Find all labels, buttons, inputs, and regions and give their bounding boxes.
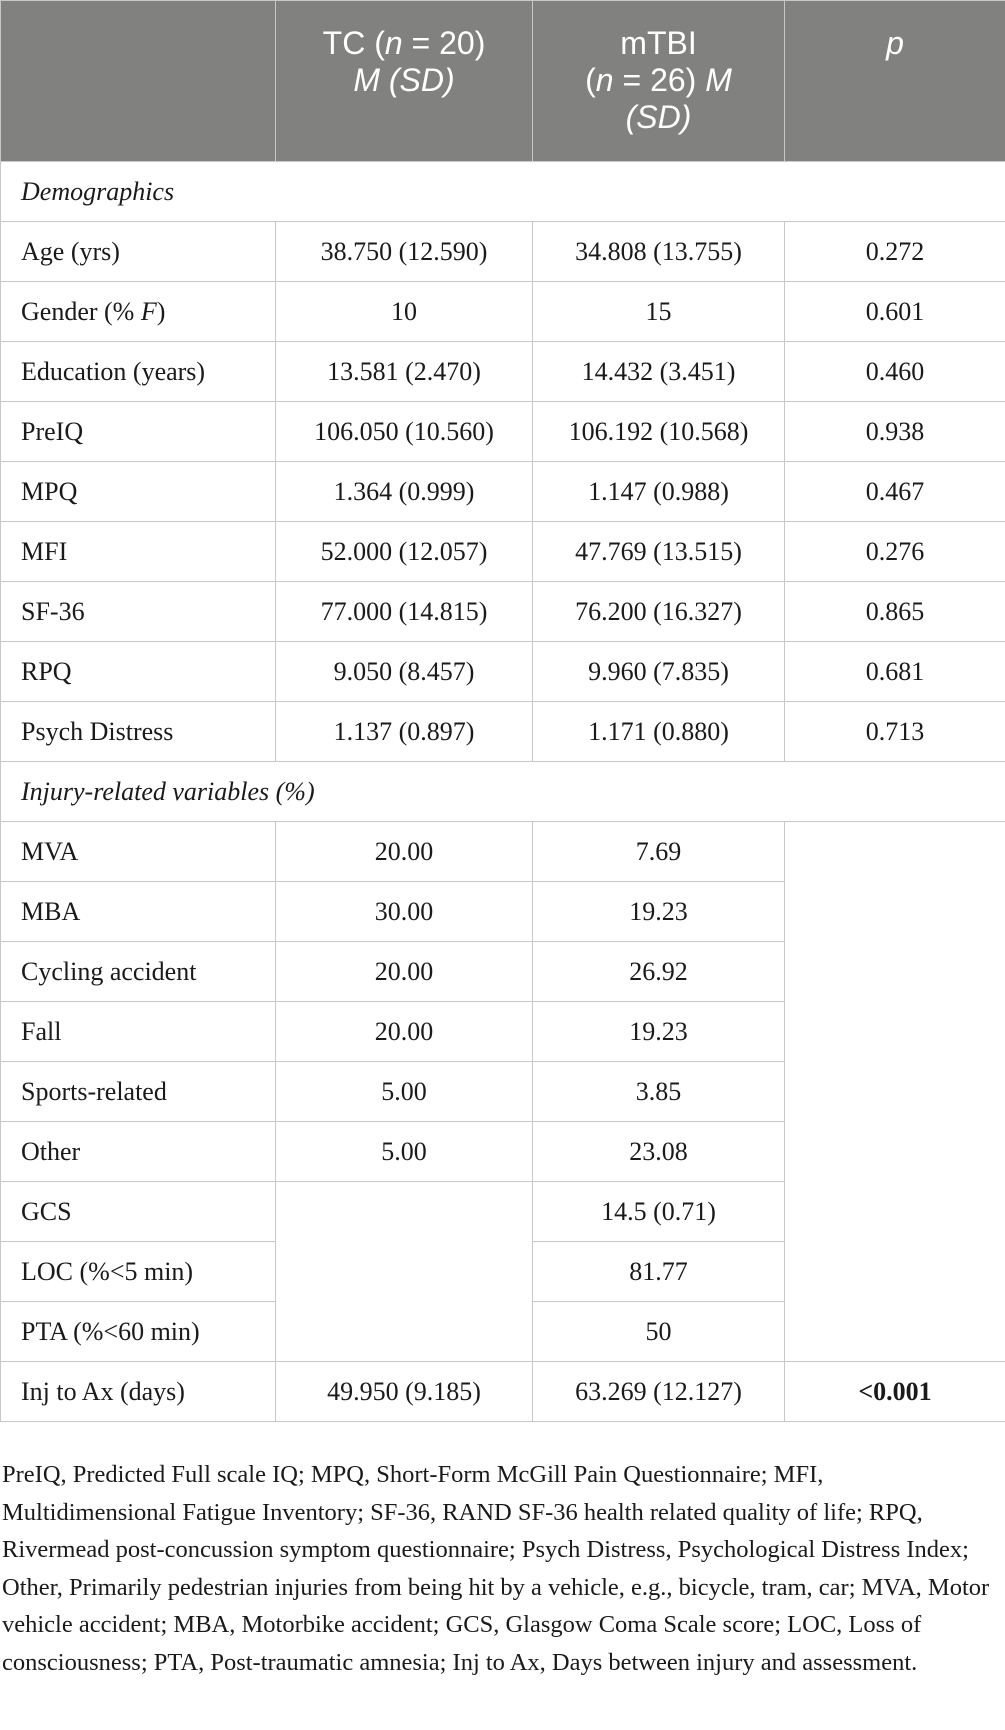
cell-tc: 10 [276, 282, 533, 342]
header-p: p [785, 1, 1005, 162]
row-label: Gender (% F) [1, 282, 276, 342]
cell-tc: 38.750 (12.590) [276, 222, 533, 282]
row-label: Sports-related [1, 1062, 276, 1122]
cell-p-empty [785, 822, 1005, 1362]
row-label: MVA [1, 822, 276, 882]
cell-mtbi: 15 [533, 282, 785, 342]
row-label: MBA [1, 882, 276, 942]
table-row [1, 522, 1005, 582]
cell-mtbi: 63.269 (12.127) [533, 1362, 785, 1422]
cell-mtbi: 50 [533, 1302, 785, 1362]
header-tc: TC (n = 20) M (SD) [276, 1, 533, 162]
cell-tc: 49.950 (9.185) [276, 1362, 533, 1422]
row-label: Education (years) [1, 342, 276, 402]
cell-mtbi: 1.171 (0.880) [533, 702, 785, 762]
cell-p: 0.276 [785, 522, 1005, 582]
table-row [1, 642, 1005, 702]
row-label: Inj to Ax (days) [1, 1362, 276, 1422]
header-mtbi: mTBI (n = 26) M (SD) [533, 1, 785, 162]
cell-mtbi: 19.23 [533, 1002, 785, 1062]
cell-tc: 20.00 [276, 942, 533, 1002]
row-label: SF-36 [1, 582, 276, 642]
cell-p: 0.681 [785, 642, 1005, 702]
header-row [1, 1, 1005, 162]
cell-mtbi: 76.200 (16.327) [533, 582, 785, 642]
cell-mtbi: 23.08 [533, 1122, 785, 1182]
cell-p: 0.865 [785, 582, 1005, 642]
table-row-final [1, 1362, 1005, 1422]
cell-tc: 30.00 [276, 882, 533, 942]
section-row-injury [1, 762, 1005, 822]
cell-tc: 1.364 (0.999) [276, 462, 533, 522]
table-row [1, 582, 1005, 642]
row-label: MPQ [1, 462, 276, 522]
table-row [1, 702, 1005, 762]
cell-mtbi: 1.147 (0.988) [533, 462, 785, 522]
cell-tc: 20.00 [276, 822, 533, 882]
row-label: MFI [1, 522, 276, 582]
cell-tc: 13.581 (2.470) [276, 342, 533, 402]
row-label: RPQ [1, 642, 276, 702]
cell-mtbi: 14.5 (0.71) [533, 1182, 785, 1242]
cell-mtbi: 34.808 (13.755) [533, 222, 785, 282]
cell-tc: 1.137 (0.897) [276, 702, 533, 762]
cell-tc: 20.00 [276, 1002, 533, 1062]
table-row [1, 282, 1005, 342]
cell-mtbi: 47.769 (13.515) [533, 522, 785, 582]
row-label: Psych Distress [1, 702, 276, 762]
row-label: GCS [1, 1182, 276, 1242]
row-label: Cycling accident [1, 942, 276, 1002]
cell-tc: 9.050 (8.457) [276, 642, 533, 702]
cell-p: 0.938 [785, 402, 1005, 462]
row-label: Fall [1, 1002, 276, 1062]
cell-tc: 106.050 (10.560) [276, 402, 533, 462]
table-row [1, 462, 1005, 522]
row-label: Age (yrs) [1, 222, 276, 282]
cell-mtbi: 14.432 (3.451) [533, 342, 785, 402]
table-footnote: PreIQ, Predicted Full scale IQ; MPQ, Short-Form McGill Pain Questionnaire; MFI, Multidimensional Fatigue Inventory; SF-36, RAND SF-36 health related quality of life; RPQ, Rivermead post-concussion symptom questionnaire; Psych Distress, Psychological Distress Index; Other, Primarily pedestrian injuries from being hit by a vehicle, e.g., bicycle, tram, car; MVA, Motor vehicle accident; MBA, Motorbike accident; GCS, Glasgow Coma Scale score; LOC, Loss of consciousness; PTA, Post-traumatic amnesia; Inj to Ax, Days between injury and assessment. [2, 1461, 990, 1676]
table-row [1, 222, 1005, 282]
row-label: LOC (%<5 min) [1, 1242, 276, 1302]
cell-p: 0.272 [785, 222, 1005, 282]
cell-tc: 52.000 (12.057) [276, 522, 533, 582]
table-row [1, 402, 1005, 462]
table-row [1, 822, 1005, 882]
section-row-demographics [1, 162, 1005, 222]
cell-p: 0.467 [785, 462, 1005, 522]
cell-p: 0.460 [785, 342, 1005, 402]
cell-mtbi: 3.85 [533, 1062, 785, 1122]
row-label: Other [1, 1122, 276, 1182]
cell-tc: 5.00 [276, 1062, 533, 1122]
cell-p: <0.001 [785, 1362, 1005, 1422]
row-label: PTA (%<60 min) [1, 1302, 276, 1362]
header-label-col [1, 1, 276, 162]
cell-mtbi: 19.23 [533, 882, 785, 942]
cell-mtbi: 7.69 [533, 822, 785, 882]
cell-p: 0.601 [785, 282, 1005, 342]
cell-tc: 5.00 [276, 1122, 533, 1182]
cell-mtbi: 106.192 (10.568) [533, 402, 785, 462]
cell-mtbi: 81.77 [533, 1242, 785, 1302]
cell-p: 0.713 [785, 702, 1005, 762]
section-title: Demographics [1, 162, 1005, 222]
cell-mtbi: 26.92 [533, 942, 785, 1002]
row-label: PreIQ [1, 402, 276, 462]
cell-tc: 77.000 (14.815) [276, 582, 533, 642]
cell-mtbi: 9.960 (7.835) [533, 642, 785, 702]
cell-tc-empty [276, 1182, 533, 1362]
table-row [1, 342, 1005, 402]
section-title: Injury-related variables (%) [1, 762, 1005, 822]
